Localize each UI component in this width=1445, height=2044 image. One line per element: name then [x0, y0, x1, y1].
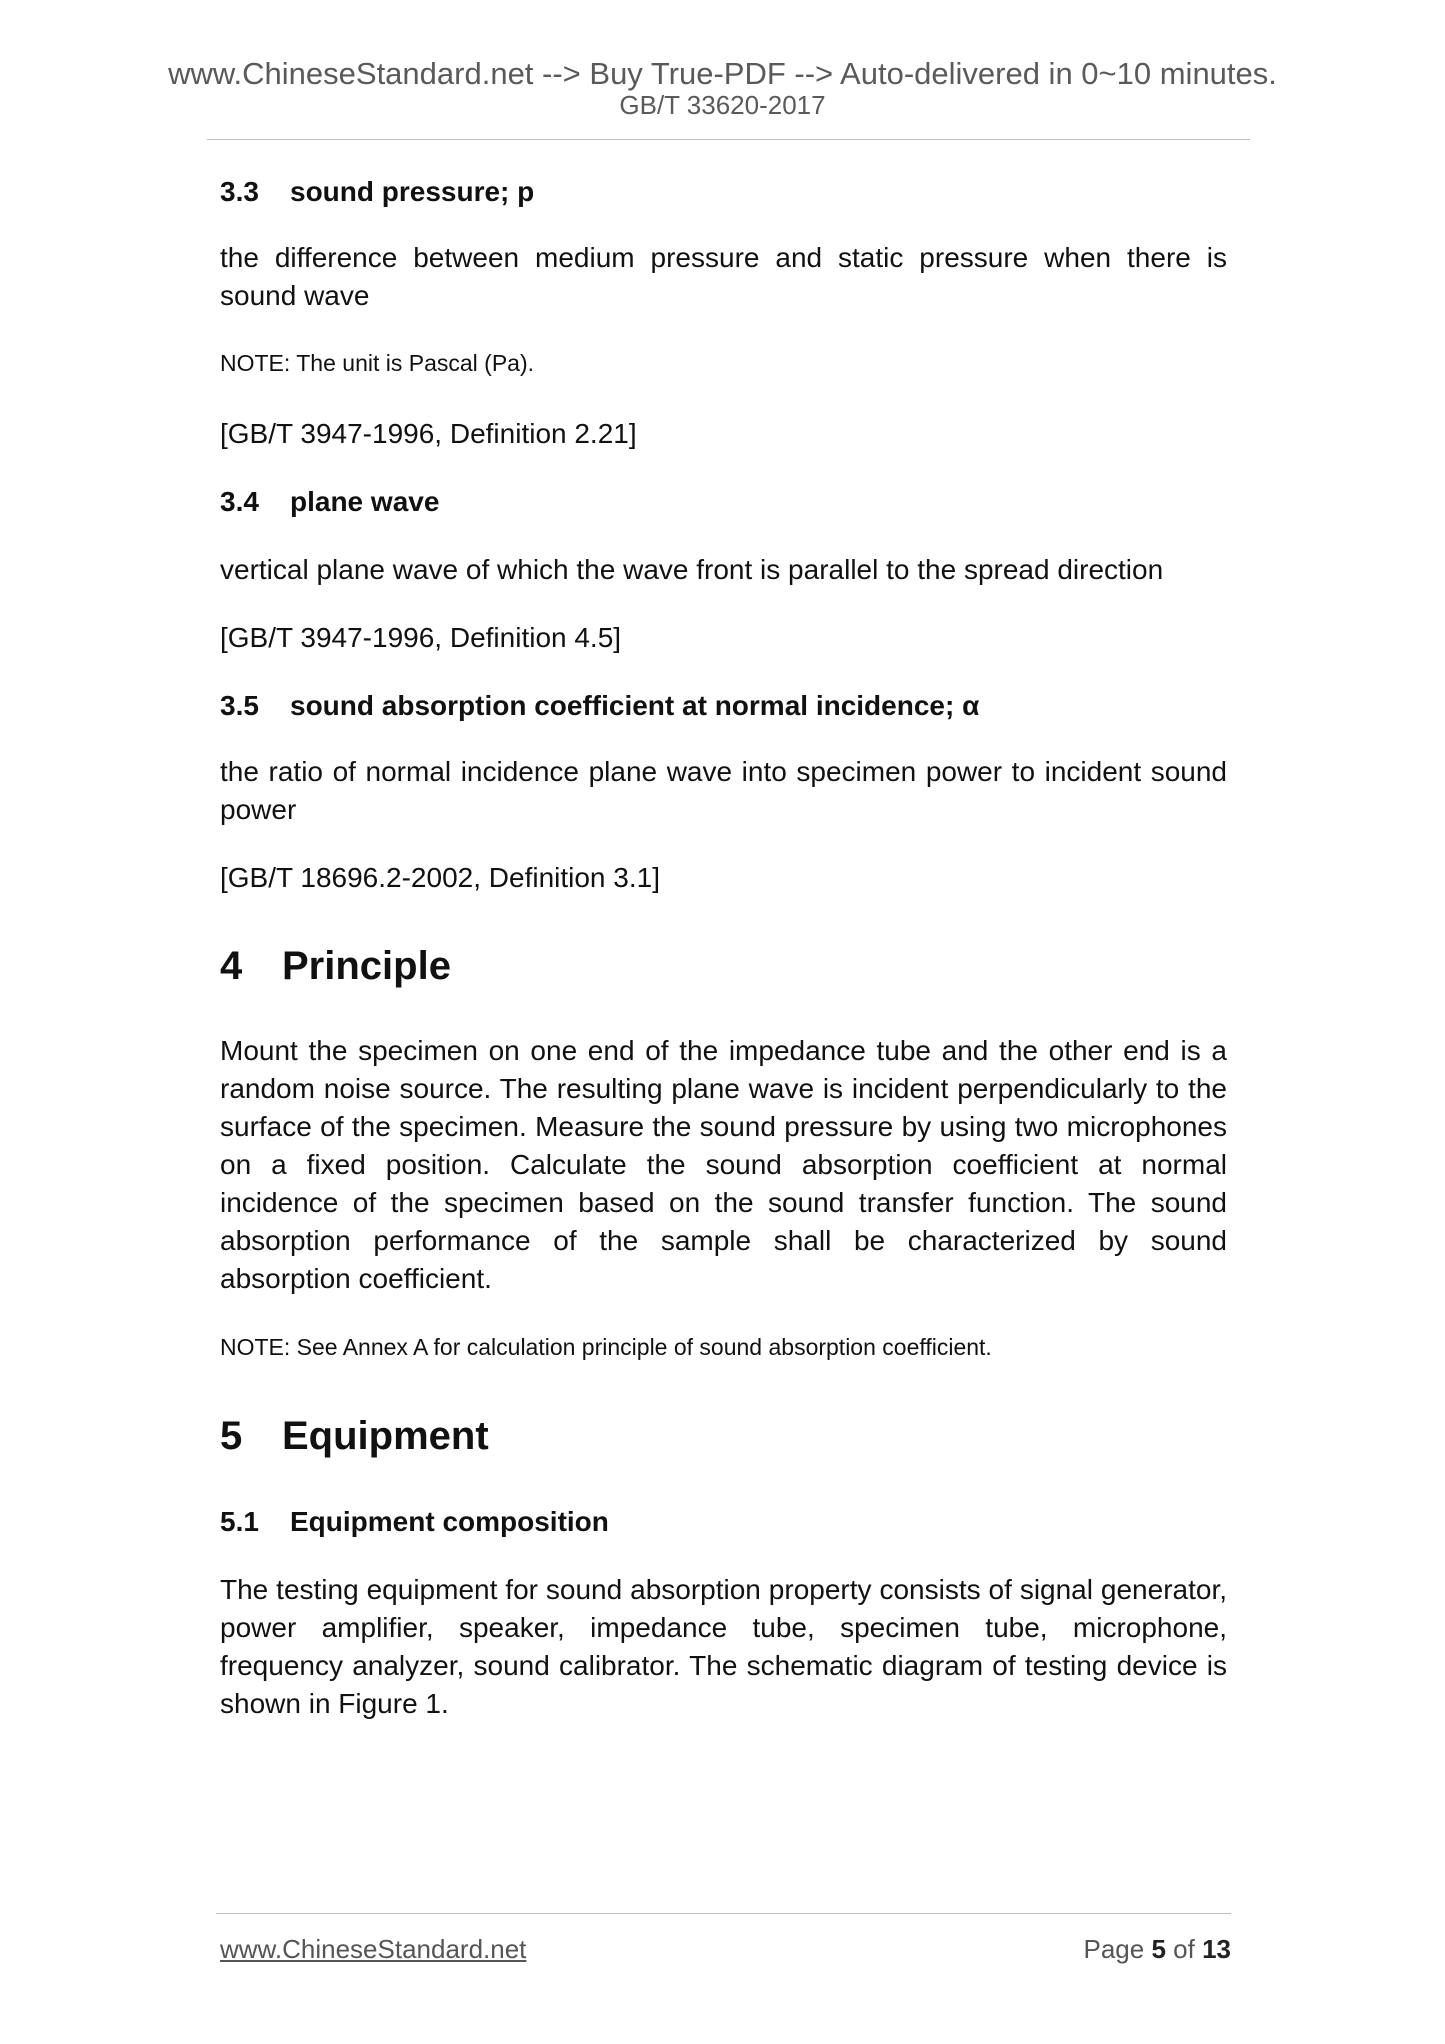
definition-3-3: the difference between medium pressure and static pressure when there is sound wave	[220, 242, 1227, 311]
chapter-number: 4	[220, 944, 243, 988]
section-number: 3.4	[220, 486, 259, 517]
note-3-3: NOTE: The unit is Pascal (Pa).	[220, 350, 535, 376]
reference-3-5: [GB/T 18696.2-2002, Definition 3.1]	[220, 862, 660, 893]
page-current: 5	[1151, 1934, 1166, 1964]
definition-3-5: the ratio of normal incidence plane wave into specimen power to incident sound power	[220, 756, 1227, 825]
page-indicator	[1083, 1936, 1231, 1962]
section-heading-3-3	[220, 178, 534, 206]
header-banner[interactable]: www.ChineseStandard.net --> Buy True-PDF --> Auto-delivered in 0~10 minutes.	[168, 56, 1277, 91]
footer-divider	[216, 1913, 1231, 1914]
definition-3-4: vertical plane wave of which the wave front is parallel to the spread direction	[220, 554, 1164, 585]
principle-body: Mount the specimen on one end of the impedance tube and the other end is a random noise source. The resulting plane wave is incident perpendicularly to the surface of the specimen. Measure the sound pressure by using two microphones on a fixed position. Calculate the sound absorption coefficient at normal incidence of the specimen based on the sound transfer function. The sound absorption performance of the sample shall be characterized by sound absorption coefficient.	[220, 1035, 1227, 1294]
page-label: Page	[1083, 1934, 1145, 1964]
page-of: of	[1173, 1934, 1195, 1964]
chapter-number: 5	[220, 1414, 243, 1458]
section-title: Equipment composition	[290, 1506, 609, 1537]
section-number: 5.1	[220, 1506, 259, 1537]
chapter-title: Equipment	[282, 1414, 489, 1458]
standard-number: GB/T 33620-2017	[619, 90, 826, 120]
section-heading-3-5	[220, 692, 979, 720]
chapter-heading-4	[220, 946, 451, 986]
section-title: plane wave	[290, 486, 440, 517]
reference-3-4: [GB/T 3947-1996, Definition 4.5]	[220, 622, 622, 653]
header-divider	[207, 139, 1250, 140]
footer-site-link[interactable]: www.ChineseStandard.net	[220, 1934, 527, 1964]
section-number: 3.5	[220, 690, 259, 721]
section-title: sound absorption coefficient at normal incidence; α	[290, 690, 980, 721]
equipment-composition-body: The testing equipment for sound absorption property consists of signal generator, power amplifier, speaker, impedance tube, specimen tube, microphone, frequency analyzer, sound calibrator. The schematic diagram of testing device is shown in Figure 1.	[220, 1574, 1227, 1719]
section-heading-5-1	[220, 1508, 609, 1536]
section-number: 3.3	[220, 176, 259, 207]
chapter-title: Principle	[282, 944, 451, 988]
principle-note: NOTE: See Annex A for calculation principle of sound absorption coefficient.	[220, 1334, 992, 1360]
section-title: sound pressure; p	[290, 176, 535, 207]
reference-3-3: [GB/T 3947-1996, Definition 2.21]	[220, 418, 637, 449]
chapter-heading-5	[220, 1416, 489, 1456]
section-heading-3-4	[220, 488, 439, 516]
page-total: 13	[1202, 1934, 1231, 1964]
